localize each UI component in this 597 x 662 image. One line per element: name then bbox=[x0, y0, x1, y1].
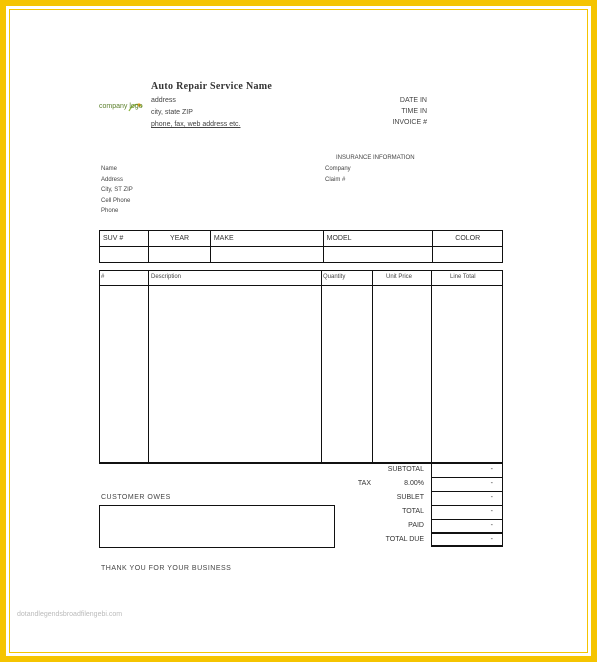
vehicle-header-suv: SUV # bbox=[100, 231, 149, 247]
customer-cell-label: Cell Phone bbox=[101, 198, 131, 204]
vehicle-header-color: COLOR bbox=[433, 231, 503, 247]
tax-label: TAX bbox=[357, 480, 371, 487]
insurance-heading: INSURANCE INFORMATION bbox=[336, 155, 415, 161]
date-in-label: DATE IN bbox=[399, 97, 427, 104]
thank-you-note: THANK YOU FOR YOUR BUSINESS bbox=[101, 565, 232, 572]
vehicle-entry-row bbox=[100, 247, 503, 263]
logo-text: company logo bbox=[99, 103, 143, 110]
company-logo bbox=[99, 99, 143, 117]
vehicle-year-cell[interactable] bbox=[149, 247, 210, 263]
tax-value: - bbox=[490, 480, 493, 487]
customer-name-label: Name bbox=[101, 166, 118, 172]
customer-owes-label: CUSTOMER OWES bbox=[101, 494, 171, 501]
company-city-state-zip: city, state ZIP bbox=[151, 109, 193, 116]
insurance-claim-label: Claim # bbox=[325, 177, 346, 183]
totals-divider-3 bbox=[431, 505, 503, 506]
totals-divider-4 bbox=[431, 519, 503, 520]
sublet-value: - bbox=[490, 494, 493, 501]
vehicle-table bbox=[99, 230, 503, 263]
totals-divider-2 bbox=[431, 491, 503, 492]
vehicle-model-cell[interactable] bbox=[323, 247, 433, 263]
insurance-company-label: Company bbox=[325, 166, 351, 172]
items-header-number: # bbox=[101, 274, 105, 280]
total-due-label: TOTAL DUE bbox=[385, 536, 424, 543]
items-header-description: Description bbox=[151, 274, 182, 280]
totals-divider-5 bbox=[431, 532, 503, 534]
items-header-unit-price: Unit Price bbox=[386, 274, 413, 280]
total-label: TOTAL bbox=[402, 508, 424, 515]
col-divider-1 bbox=[148, 270, 149, 464]
vehicle-header-make: MAKE bbox=[210, 231, 323, 247]
customer-owes-box[interactable] bbox=[99, 505, 335, 548]
total-value: - bbox=[490, 508, 493, 515]
company-name: Auto Repair Service Name bbox=[151, 81, 273, 92]
customer-phone-label: Phone bbox=[101, 208, 119, 214]
company-contact: phone, fax, web address etc. bbox=[151, 121, 241, 128]
vehicle-header-model: MODEL bbox=[323, 231, 433, 247]
time-in-label: TIME IN bbox=[401, 108, 427, 115]
sublet-label: SUBLET bbox=[396, 494, 424, 501]
vehicle-suv-cell[interactable] bbox=[100, 247, 149, 263]
totals-divider-1 bbox=[431, 477, 503, 478]
col-divider-3 bbox=[372, 270, 373, 464]
company-address: address bbox=[151, 97, 176, 104]
vehicle-header-row bbox=[100, 231, 503, 247]
line-items-header-divider bbox=[99, 285, 503, 286]
col-divider-4 bbox=[431, 270, 432, 464]
total-due-value: - bbox=[490, 536, 493, 543]
subtotal-label: SUBTOTAL bbox=[387, 466, 424, 473]
vehicle-color-cell[interactable] bbox=[433, 247, 503, 263]
col-divider-2 bbox=[321, 270, 322, 464]
vehicle-header-year: YEAR bbox=[149, 231, 210, 247]
customer-address-label: Address bbox=[101, 177, 124, 183]
invoice-number-label: INVOICE # bbox=[392, 119, 427, 126]
subtotal-value: - bbox=[490, 466, 493, 473]
vehicle-make-cell[interactable] bbox=[210, 247, 323, 263]
paid-label: PAID bbox=[408, 522, 424, 529]
items-header-line-total: Line Total bbox=[450, 274, 476, 280]
watermark: dotandlegendsbroadfilengebi.com bbox=[17, 611, 123, 618]
tax-rate: 8.00% bbox=[404, 480, 424, 487]
paid-value: - bbox=[490, 522, 493, 529]
customer-city-label: City, ST ZIP bbox=[101, 187, 133, 193]
line-items-table bbox=[99, 270, 503, 464]
items-header-quantity: Quantity bbox=[323, 274, 346, 280]
